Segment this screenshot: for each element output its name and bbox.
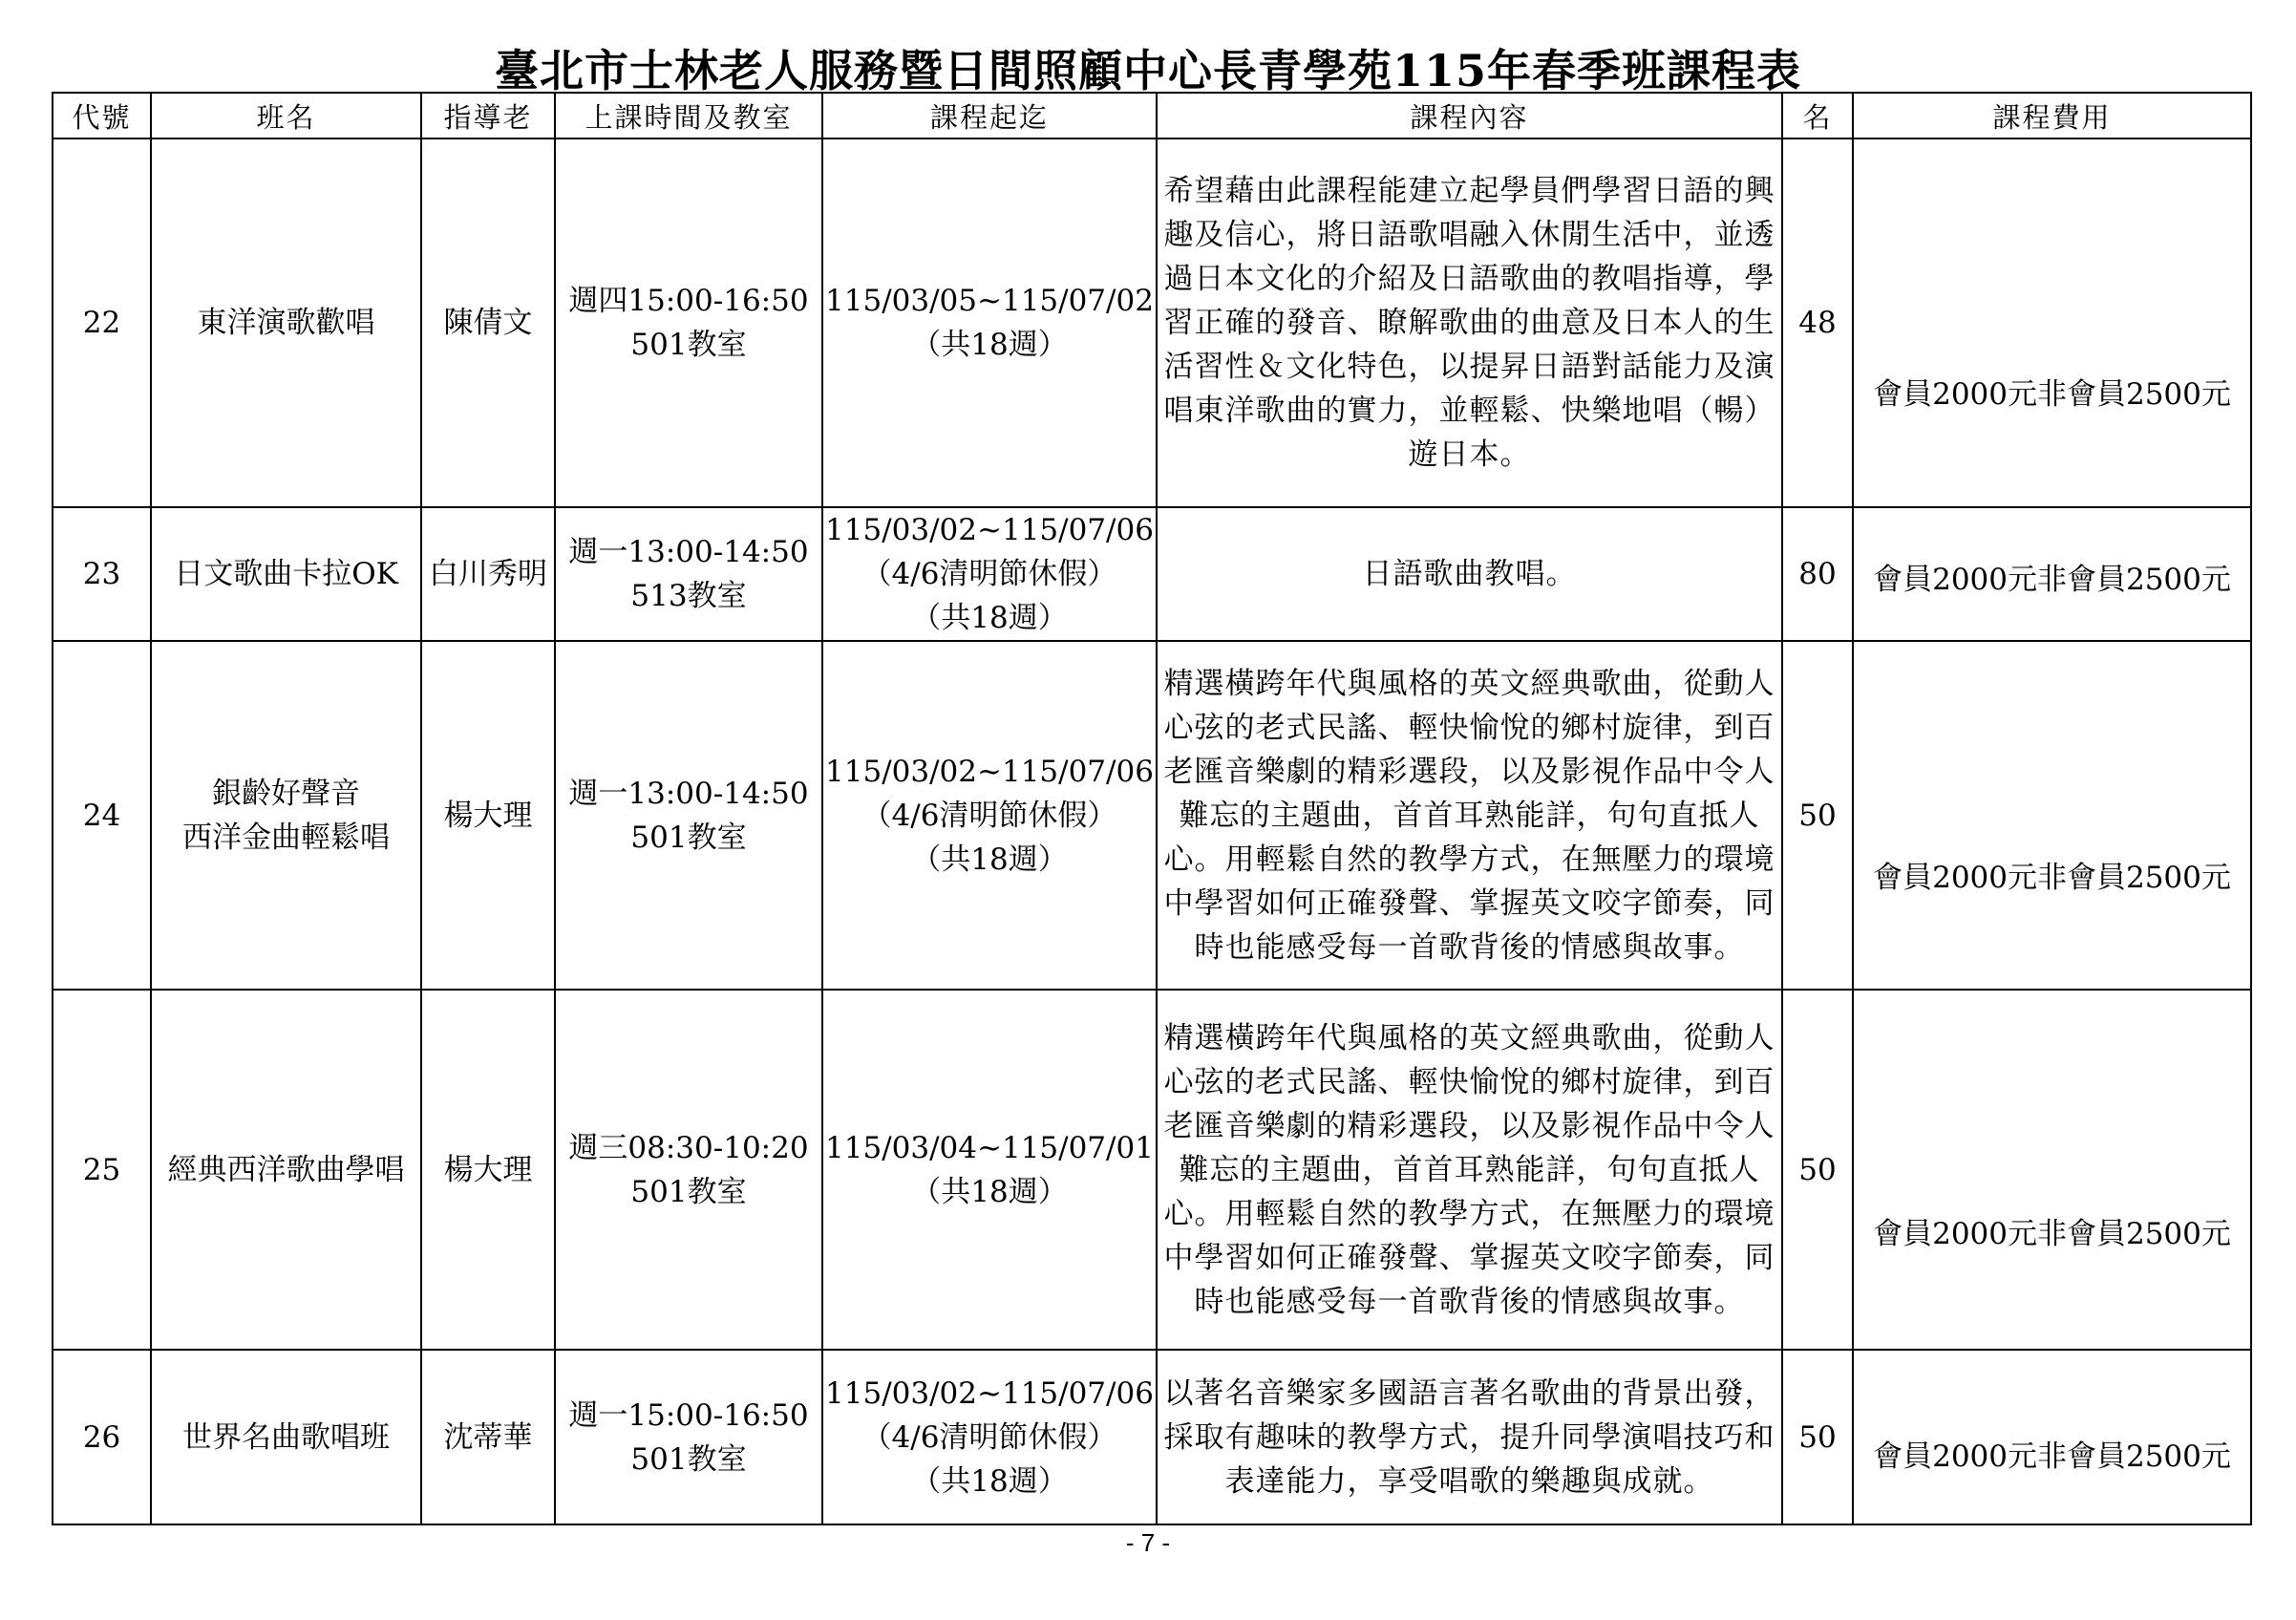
table-row: [53, 990, 2251, 1350]
course-period: 115/03/02~115/07/06 （4/6清明節休假） （共18週）: [822, 641, 1157, 990]
quota: 80: [1782, 507, 1853, 641]
instructor: 楊大理: [421, 990, 555, 1350]
header-class-name: 班名: [151, 93, 421, 139]
class-name: 世界名曲歌唱班: [151, 1350, 421, 1524]
course-code: 24: [53, 641, 151, 990]
table-row: [53, 507, 2251, 641]
course-period: 115/03/02~115/07/06 （4/6清明節休假） （共18週）: [822, 507, 1157, 641]
quota: 50: [1782, 641, 1853, 990]
header-period: 課程起迄: [822, 93, 1157, 139]
course-schedule-table: [52, 92, 2252, 1525]
course-content: 日語歌曲教唱。: [1157, 507, 1782, 641]
course-fee: 會員2000元非會員2500元: [1853, 507, 2251, 641]
time-and-room: 週一15:00-16:50 501教室: [555, 1350, 822, 1524]
class-name: 銀齡好聲音 西洋金曲輕鬆唱: [151, 641, 421, 990]
header-row: [53, 93, 2251, 139]
header-content: 課程內容: [1157, 93, 1782, 139]
course-period: 115/03/02~115/07/06 （4/6清明節休假） （共18週）: [822, 1350, 1157, 1524]
quota: 50: [1782, 1350, 1853, 1524]
course-code: 22: [53, 139, 151, 507]
page-number: - 7 -: [1125, 1528, 1171, 1557]
course-content: 精選橫跨年代與風格的英文經典歌曲，從動人心弦的老式民謠、輕快愉悅的鄉村旋律，到百老匯音樂劇的精彩選段，以及影視作品中令人難忘的主題曲，首首耳熟能詳，句句直抵人心。用輕鬆自然的教學方式，在無壓力的環境中學習如何正確發聲、掌握英文咬字節奏，同時也能感受每一首歌背後的情感與故事。: [1157, 990, 1782, 1350]
course-code: 23: [53, 507, 151, 641]
course-content: 精選橫跨年代與風格的英文經典歌曲，從動人心弦的老式民謠、輕快愉悅的鄉村旋律，到百老匯音樂劇的精彩選段，以及影視作品中令人難忘的主題曲，首首耳熟能詳，句句直抵人心。用輕鬆自然的教學方式，在無壓力的環境中學習如何正確發聲、掌握英文咬字節奏，同時也能感受每一首歌背後的情感與故事。: [1157, 641, 1782, 990]
class-name: 日文歌曲卡拉OK: [151, 507, 421, 641]
time-and-room: 週四15:00-16:50 501教室: [555, 139, 822, 507]
instructor: 沈蒂華: [421, 1350, 555, 1524]
class-name: 東洋演歌歡唱: [151, 139, 421, 507]
course-code: 26: [53, 1350, 151, 1524]
quota: 48: [1782, 139, 1853, 507]
course-code: 25: [53, 990, 151, 1350]
course-fee: 會員2000元非會員2500元: [1853, 641, 2251, 990]
course-period: 115/03/05~115/07/02 （共18週）: [822, 139, 1157, 507]
course-fee: 會員2000元非會員2500元: [1853, 1350, 2251, 1524]
time-and-room: 週一13:00-14:50 513教室: [555, 507, 822, 641]
course-period: 115/03/04~115/07/01 （共18週）: [822, 990, 1157, 1350]
course-fee: 會員2000元非會員2500元: [1853, 139, 2251, 507]
page-title: 臺北市士林老人服務暨日間照顧中心長青學苑115年春季班課程表: [494, 45, 1802, 96]
class-name: 經典西洋歌曲學唱: [151, 990, 421, 1350]
instructor: 陳倩文: [421, 139, 555, 507]
time-and-room: 週三08:30-10:20 501教室: [555, 990, 822, 1350]
header-fee: 課程費用: [1853, 93, 2251, 139]
time-and-room: 週一13:00-14:50 501教室: [555, 641, 822, 990]
instructor: 楊大理: [421, 641, 555, 990]
course-fee: 會員2000元非會員2500元: [1853, 990, 2251, 1350]
table-row: [53, 641, 2251, 990]
header-time-room: 上課時間及教室: [555, 93, 822, 139]
header-code: 代號: [53, 93, 151, 139]
header-quota: 名: [1782, 93, 1853, 139]
table-row: [53, 139, 2251, 507]
quota: 50: [1782, 990, 1853, 1350]
instructor: 白川秀明: [421, 507, 555, 641]
table-row: [53, 1350, 2251, 1524]
course-content: 以著名音樂家多國語言著名歌曲的背景出發，採取有趣味的教學方式，提升同學演唱技巧和表達能力，享受唱歌的樂趣與成就。: [1157, 1350, 1782, 1524]
header-instructor: 指導老: [421, 93, 555, 139]
course-content: 希望藉由此課程能建立起學員們學習日語的興趣及信心，將日語歌唱融入休閒生活中，並透過日本文化的介紹及日語歌曲的教唱指導，學習正確的發音、瞭解歌曲的曲意及日本人的生活習性＆文化特色，以提昇日語對話能力及演唱東洋歌曲的實力，並輕鬆、快樂地唱（暢）遊日本。: [1157, 139, 1782, 507]
